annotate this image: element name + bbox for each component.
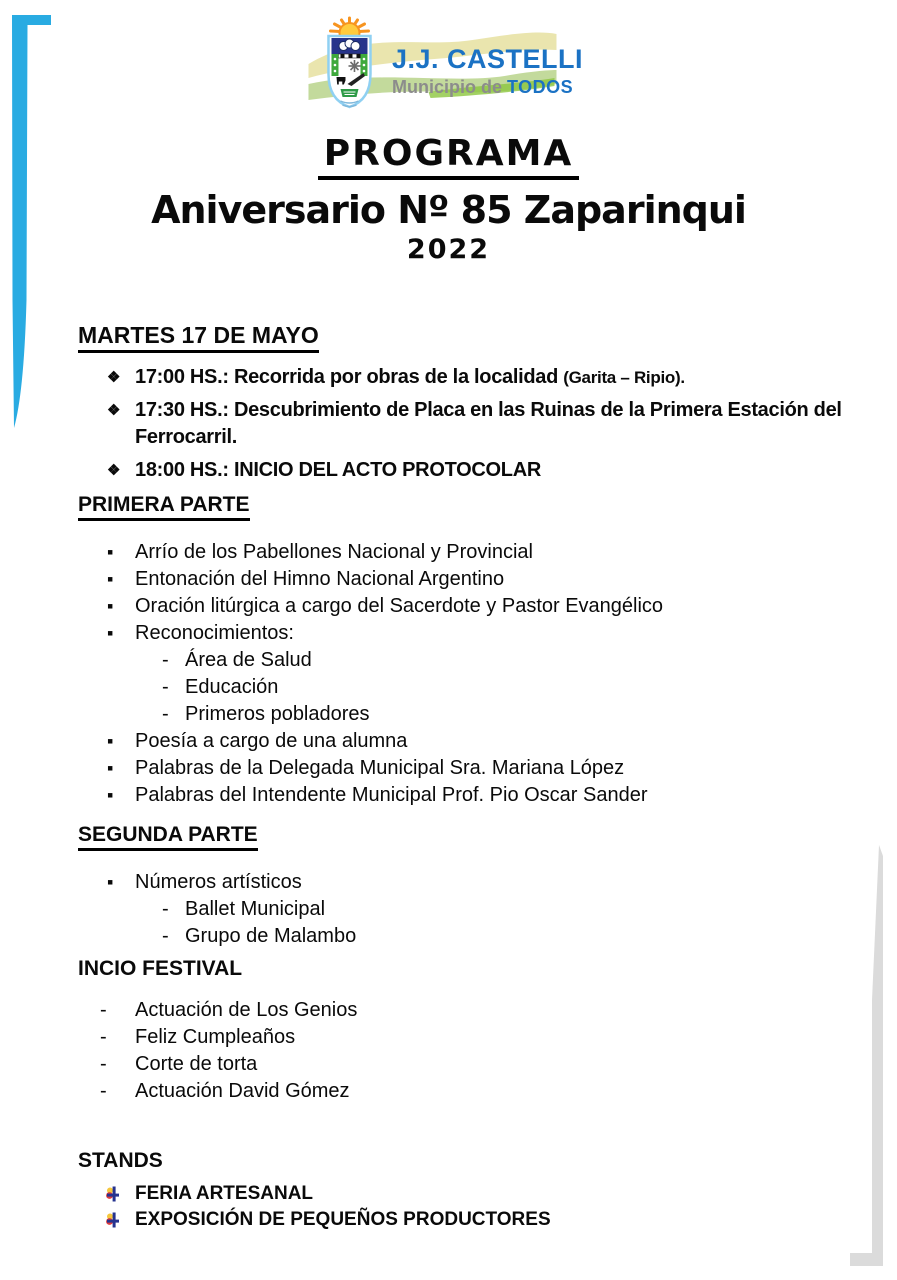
list-item [107,566,857,593]
schedule-item-note: (Garita – Ripio). [563,368,685,387]
list-item [107,755,857,782]
sub-list-item [162,674,857,701]
square-bullet-icon: ▪ [107,785,114,805]
primera-list [78,539,857,647]
list-item-text: Feliz Cumpleaños [135,1026,296,1048]
section-schedule [78,322,857,490]
municipality-logo [318,14,583,114]
festival-list [78,997,857,1105]
list-item [107,728,857,755]
dash-bullet-icon: - [162,649,169,671]
schedule-item [107,397,857,451]
list-item-text: Actuación David Gómez [135,1080,350,1102]
square-bullet-icon: ▪ [107,542,114,562]
logo-subtitle-emphasis: TODOS [507,77,574,97]
dash-bullet-icon: - [162,925,169,947]
dash-bullet-icon: - [162,898,169,920]
list-item [105,1207,857,1233]
list-item-text: Palabras de la Delegada Municipal Sra. Mariana López [135,757,625,779]
sub-list-item-text: Educación [185,676,279,698]
square-bullet-icon: ▪ [107,758,114,778]
square-bullet-icon: ▪ [107,731,114,751]
primera-list-continued [78,728,857,809]
schedule-item-main: 17:00 HS.: Recorrida por obras de la localidad [135,366,564,388]
list-item-text: EXPOSICIÓN DE PEQUEÑOS PRODUCTORES [135,1209,551,1230]
segunda-sublist [78,896,857,950]
schedule-item-text [135,364,685,391]
list-item [107,620,857,647]
schedule-heading: MARTES 17 DE MAYO [78,322,319,353]
list-item-text: Entonación del Himno Nacional Argentino [135,568,505,590]
colored-cross-bullet-icon [105,1212,135,1229]
section-segunda-parte [78,822,857,950]
list-item [100,997,857,1024]
section-primera-parte [78,492,857,809]
dash-bullet-icon: - [100,1080,107,1102]
logo-subtitle-prefix: Municipio de [391,77,502,97]
title-block [0,134,897,265]
logo-subtitle [392,77,583,98]
schedule-item-main: 17:30 HS.: Descubrimiento de Placa en las Ruinas de la Primera Estación del Ferrocarril. [135,399,842,448]
list-item-text: FERIA ARTESANAL [135,1183,314,1204]
primera-sublist [78,647,857,728]
primera-heading: PRIMERA PARTE [78,492,250,521]
schedule-item [107,457,857,484]
list-item-text: Reconocimientos: [135,622,294,644]
schedule-item [107,364,857,391]
sub-list-item [162,647,857,674]
stands-heading: STANDS [78,1149,163,1172]
list-item [100,1078,857,1105]
list-item [107,869,857,896]
stands-list [78,1181,857,1233]
page-year: 2022 [406,234,491,266]
page-subtitle: Aniversario Nº 85 Zaparinqui [151,187,746,232]
festival-heading: INCIO FESTIVAL [78,957,243,980]
square-bullet-icon: ▪ [107,872,114,892]
list-item-text: Actuación de Los Genios [135,999,358,1021]
list-item-text: Palabras del Intendente Municipal Prof. Pio Oscar Sander [135,784,648,806]
section-incio-festival [78,956,857,1105]
dash-bullet-icon: - [162,703,169,725]
list-item [107,593,857,620]
diamond-bullet-icon: ❖ [107,402,121,419]
municipal-crest-icon [318,16,380,112]
schedule-list [78,364,857,484]
list-item-text: Poesía a cargo de una alumna [135,730,408,752]
diamond-bullet-icon: ❖ [107,369,121,386]
sub-list-item [162,923,857,950]
logo-title: J.J. CASTELLI [391,44,584,74]
diamond-bullet-icon: ❖ [107,462,121,479]
list-item-text: Corte de torta [135,1053,258,1075]
square-bullet-icon: ▪ [107,596,114,616]
sub-list-item-text: Primeros pobladores [185,703,370,725]
list-item [100,1024,857,1051]
dash-bullet-icon: - [100,1053,107,1075]
colored-cross-bullet-icon [105,1186,135,1203]
dash-bullet-icon: - [162,676,169,698]
segunda-heading: SEGUNDA PARTE [78,822,258,851]
list-item-text: Arrío de los Pabellones Nacional y Provincial [135,541,533,563]
list-item [107,539,857,566]
sub-list-item-text: Grupo de Malambo [185,925,357,947]
schedule-item-main: 18:00 HS.: INICIO DEL ACTO PROTOCOLAR [135,459,542,481]
square-bullet-icon: ▪ [107,623,114,643]
sub-list-item-text: Área de Salud [185,649,312,671]
list-item [100,1051,857,1078]
square-bullet-icon: ▪ [107,569,114,589]
list-item [107,782,857,809]
list-item-text: Oración litúrgica a cargo del Sacerdote y Pastor Evangélico [135,595,664,617]
sub-list-item [162,701,857,728]
sub-list-item-text: Ballet Municipal [185,898,326,920]
dash-bullet-icon: - [100,1026,107,1048]
logo-text [392,30,583,98]
page-title: PROGRAMA [318,134,580,180]
dash-bullet-icon: - [100,999,107,1021]
segunda-list [78,869,857,896]
list-item-text: Números artísticos [135,871,302,893]
sub-list-item [162,896,857,923]
list-item [105,1181,857,1207]
section-stands [78,1148,857,1233]
